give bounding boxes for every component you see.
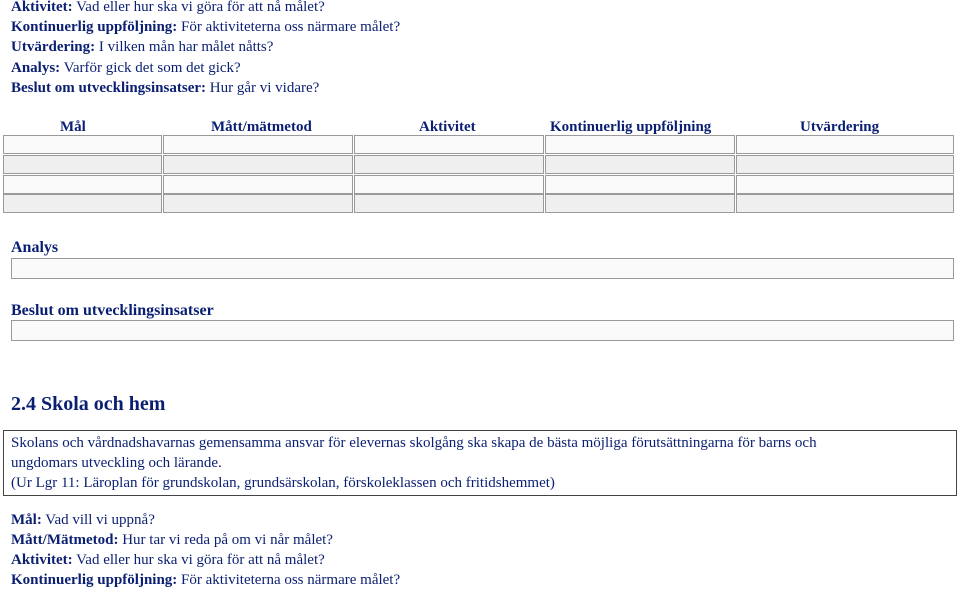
quote-source: (Ur Lgr 11: Läroplan för grundskolan, grundsärskolan, förskoleklassen och fritidshemmet) xyxy=(11,475,555,491)
table-cell[interactable] xyxy=(736,175,954,194)
table-cell[interactable] xyxy=(3,155,162,174)
quote-line-1: Skolans och vårdnadshavarnas gemensamma ansvar för elevernas skolgång ska skapa de bästa möjliga förutsättningarna för barns och xyxy=(11,435,817,451)
table-cell[interactable] xyxy=(163,194,353,213)
table-cell[interactable] xyxy=(163,135,353,154)
outro-line-uppfoljning: Kontinuerlig uppföljning: För aktiviteterna oss närmare målet? xyxy=(11,572,401,588)
section-heading: 2.4 Skola och hem xyxy=(11,393,166,415)
beslut-field[interactable] xyxy=(11,320,954,341)
table-header-matt: Mått/mätmetod xyxy=(211,119,312,135)
intro-line-utvardering: Utvärdering: I vilken mån har målet nåtts? xyxy=(11,39,274,55)
intro-line-analys: Analys: Varför gick det som det gick? xyxy=(11,60,241,76)
outro-line-matt: Mått/Mätmetod: Hur tar vi reda på om vi når målet? xyxy=(11,532,333,548)
table-cell[interactable] xyxy=(3,135,162,154)
table-cell[interactable] xyxy=(545,175,735,194)
table-header-aktivitet: Aktivitet xyxy=(419,119,476,135)
table-cell[interactable] xyxy=(354,155,544,174)
table-cell[interactable] xyxy=(3,175,162,194)
table-cell[interactable] xyxy=(163,155,353,174)
quote-line-2: ungdomars utveckling och lärande. xyxy=(11,455,222,471)
table-cell[interactable] xyxy=(736,155,954,174)
curriculum-quote xyxy=(3,430,957,496)
table-header-uppfoljning: Kontinuerlig uppföljning xyxy=(550,119,712,135)
table-cell[interactable] xyxy=(354,194,544,213)
table-cell[interactable] xyxy=(545,135,735,154)
intro-line-beslut: Beslut om utvecklingsinsatser: Hur går vi vidare? xyxy=(11,80,320,96)
table-cell[interactable] xyxy=(354,175,544,194)
table-cell[interactable] xyxy=(545,194,735,213)
outro-line-mal: Mål: Vad vill vi uppnå? xyxy=(11,512,155,528)
intro-line-uppfoljning: Kontinuerlig uppföljning: För aktiviteterna oss närmare målet? xyxy=(11,19,401,35)
table-header-mal: Mål xyxy=(60,119,86,135)
beslut-label: Beslut om utvecklingsinsatser xyxy=(11,302,214,319)
table-cell[interactable] xyxy=(736,135,954,154)
table-cell[interactable] xyxy=(163,175,353,194)
analys-label: Analys xyxy=(11,239,59,256)
table-header-utvardering: Utvärdering xyxy=(800,119,880,135)
outro-line-aktivitet: Aktivitet: Vad eller hur ska vi göra för att nå målet? xyxy=(11,552,325,568)
table-cell[interactable] xyxy=(545,155,735,174)
table-cell[interactable] xyxy=(3,194,162,213)
intro-line-aktivitet: Aktivitet: Vad eller hur ska vi göra för att nå målet? xyxy=(11,0,325,15)
table-cell[interactable] xyxy=(736,194,954,213)
table-cell[interactable] xyxy=(354,135,544,154)
analys-field[interactable] xyxy=(11,258,954,279)
